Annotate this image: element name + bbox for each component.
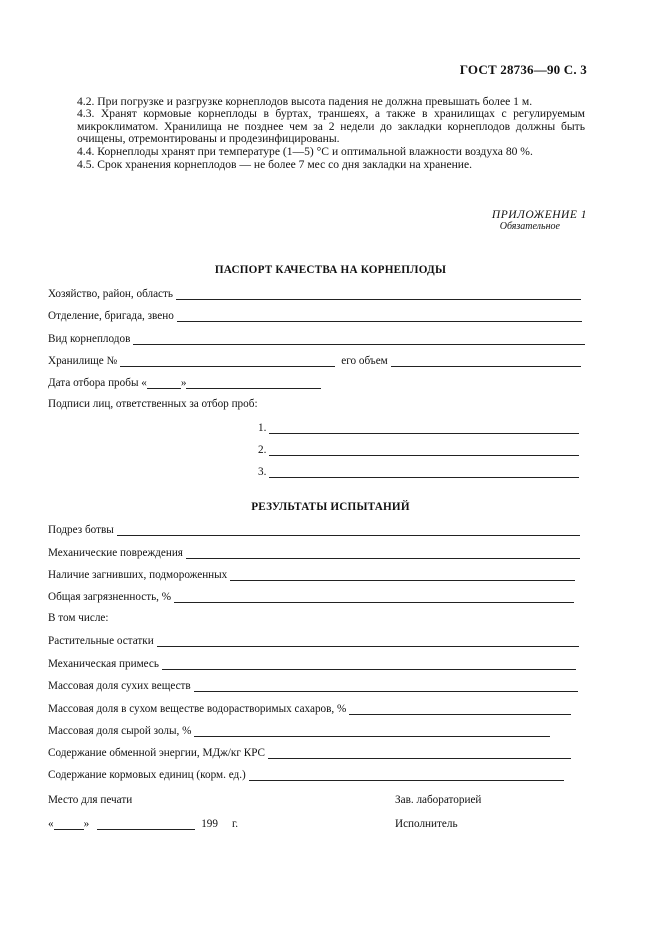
branch-field (48, 308, 582, 322)
date-label: Дата отбора пробы « (48, 377, 147, 389)
farm-input-line[interactable] (176, 288, 581, 300)
mech-impurity-input-line[interactable] (162, 658, 576, 670)
date-quote: » (180, 377, 187, 389)
sugars-field: Массовая доля в сухом веществе водорастворимых сахаров, % (48, 701, 571, 715)
footer-month-line[interactable] (97, 818, 195, 830)
footer-date-field: « » 199 г. (48, 818, 239, 830)
passport-title: ПАСПОРТ КАЧЕСТВА НА КОРНЕПЛОДЫ (214, 264, 447, 276)
type-label: Вид корнеплодов (48, 333, 131, 345)
tops-input-line[interactable] (117, 524, 580, 536)
footer-day-line[interactable] (54, 818, 84, 830)
results-title: РЕЗУЛЬТАТЫ ИСПЫТАНИЙ (251, 501, 410, 513)
paragraph-4-3: 4.3. Хранят кормовые корнеплоды в буртах, траншеях, а также в хранилищах с регулируемым микроклиматом. Хранилища не позднее чем за 2 недели до закладки корнеплодов должны быть очищены, отремонтированы и продезинфицированы. (77, 107, 585, 146)
sugars-input-line[interactable] (349, 703, 571, 715)
signatures-label: Подписи лиц, ответственных за отбор проб: (48, 398, 258, 410)
volume-label: его объем (341, 355, 388, 367)
ash-input-line[interactable] (194, 725, 550, 737)
signature-1-line[interactable] (269, 422, 579, 434)
feed-units-input-line[interactable] (249, 769, 564, 781)
appendix-subtitle: Обязательное (499, 221, 560, 232)
plant-residue-field: Растительные остатки (48, 633, 579, 647)
stamp-label: Место для печати (48, 794, 133, 806)
date-month-line[interactable] (186, 377, 321, 389)
branch-label: Отделение, бригада, звено (48, 310, 174, 322)
energy-field: Содержание обменной энергии, МДж/кг КРС (48, 745, 571, 759)
ash-field: Массовая доля сырой золы, % (48, 723, 550, 737)
storage-field (48, 353, 581, 367)
paragraph-4-4: 4.4. Корнеплоды хранят при температуре (1—5) °С и оптимальной влажности воздуха 80 %. (77, 145, 533, 158)
energy-input-line[interactable] (268, 747, 571, 759)
date-field (48, 375, 321, 389)
mech-damage-input-line[interactable] (186, 547, 580, 559)
paragraph-4-2: 4.2. При погрузке и разгрузке корнеплодов высота падения не должна превышать более 1 м. (77, 95, 533, 108)
farm-field (48, 286, 581, 300)
dry-matter-input-line[interactable] (194, 680, 578, 692)
rotten-input-line[interactable] (230, 569, 575, 581)
date-day-line[interactable] (147, 377, 181, 389)
mech-impurity-field: Механическая примесь (48, 656, 576, 670)
signature-2-line[interactable] (269, 444, 579, 456)
type-input-line[interactable] (133, 333, 585, 345)
signature-2: 2. (258, 442, 579, 456)
rotten-field: Наличие загнивших, подмороженных (48, 567, 575, 581)
feed-units-field: Содержание кормовых единиц (корм. ед.) (48, 767, 564, 781)
storage-label: Хранилище № (48, 355, 118, 367)
signature-1: 1. (258, 420, 579, 434)
plant-residue-input-line[interactable] (157, 635, 579, 647)
tops-field: Подрез ботвы (48, 522, 580, 536)
contamination-input-line[interactable] (174, 591, 574, 603)
executor-label: Исполнитель (395, 818, 458, 830)
farm-label: Хозяйство, район, область (48, 288, 174, 300)
including-label: В том числе: (48, 612, 109, 624)
volume-input-line[interactable] (391, 355, 581, 367)
lab-head-label: Зав. лабораторией (395, 794, 482, 806)
signature-3-line[interactable] (269, 466, 579, 478)
type-field (48, 331, 585, 345)
storage-number-line[interactable] (120, 355, 335, 367)
paragraph-4-5: 4.5. Срок хранения корнеплодов — не более 7 мес со дня закладки на хранение. (77, 158, 473, 171)
contamination-field: Общая загрязненность, % (48, 589, 574, 603)
document-header: ГОСТ 28736—90 С. 3 (459, 62, 587, 77)
signature-3: 3. (258, 464, 579, 478)
appendix-title: ПРИЛОЖЕНИЕ 1 (491, 209, 587, 221)
branch-input-line[interactable] (177, 310, 582, 322)
mech-damage-field: Механические повреждения (48, 545, 580, 559)
dry-matter-field: Массовая доля сухих веществ (48, 678, 578, 692)
